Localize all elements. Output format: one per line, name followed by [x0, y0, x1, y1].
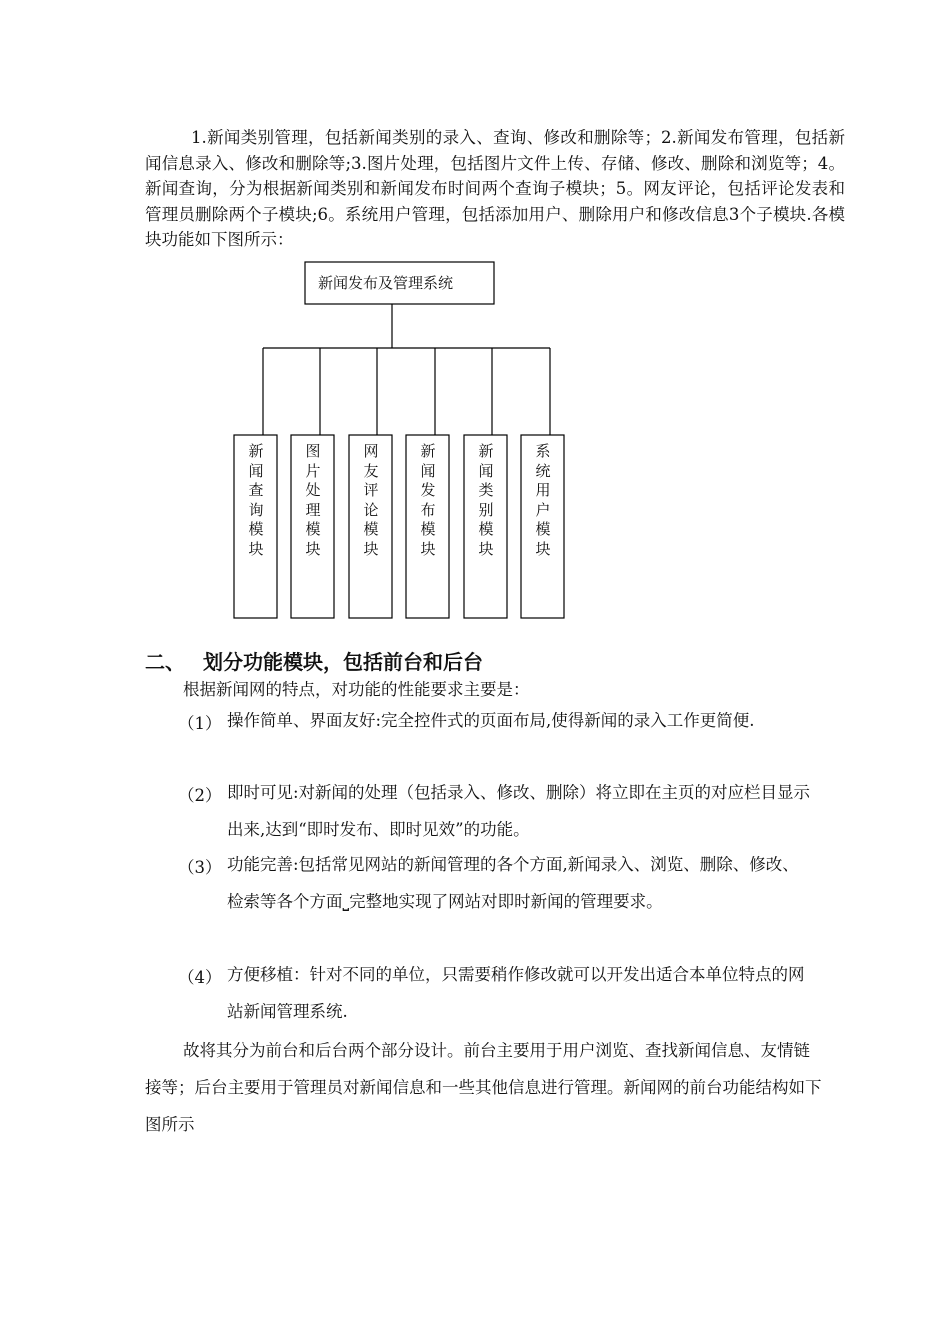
module-diagram [0, 0, 950, 640]
closing-paragraph [145, 1032, 825, 1143]
module-label: 新闻查询模块 [248, 442, 264, 558]
requirement-text: 方便移植：针对不同的单位，只需要稍作修改就可以开发出适合本单位特点的网站新闻管理系统. [227, 965, 805, 1021]
module-label: 新闻发布模块 [420, 442, 436, 558]
requirement-text: 即时可见:对新闻的处理（包括录入、修改、删除）将立即在主页的对应栏目显示出来,达到“即时发布、即时见效”的功能。 [227, 783, 811, 839]
section-title: 划分功能模块，包括前台和后台 [203, 650, 483, 674]
closing-text: 故将其分为前台和后台两个部分设计。前台主要用于用户浏览、查找新闻信息、友情链接等；后台主要用于管理员对新闻信息和一些其他信息进行管理。新闻网的前台功能结构如下图所示 [145, 1041, 822, 1134]
section-number: 二、 [145, 650, 185, 674]
lead-paragraph: 根据新闻网的特点，对功能的性能要求主要是： [183, 680, 530, 699]
module-label: 网友评论模块 [363, 442, 379, 558]
requirement-text: 功能完善:包括常见网站的新闻管理的各个方面,新闻录入、浏览、删除、修改、检索等各个方面⎵完整地实现了网站对即时新闻的管理要求。 [227, 855, 799, 911]
module-label: 系统用户模块 [535, 442, 551, 558]
requirement-number: （2） [178, 786, 222, 805]
intro-text: 1.新闻类别管理，包括新闻类别的录入、查询、修改和删除等；2.新闻发布管理，包括新闻信息录入、修改和删除等;3.图片处理，包括图片文件上传、存储、修改、删除和浏览等；4。新闻查询，分为根据新闻类别和新闻发布时间两个查询子模块；5。网友评论，包括评论发表和管理员删除两个子模块;6。系统用户管理，包括添加用户、删除用户和修改信息3个子模块.各模块功能如下图所示： [145, 128, 845, 249]
module-label: 图片处理模块 [305, 442, 321, 558]
module-label: 新闻类别模块 [478, 442, 494, 558]
requirement-number: （3） [178, 858, 222, 877]
requirement-text: 操作简单、界面友好:完全控件式的页面布局,使得新闻的录入工作更简便. [227, 711, 755, 730]
section-heading [145, 646, 483, 675]
root-node-label: 新闻发布及管理系统 [318, 274, 454, 292]
requirement-number: （1） [178, 714, 222, 733]
requirement-number: （4） [178, 968, 222, 987]
